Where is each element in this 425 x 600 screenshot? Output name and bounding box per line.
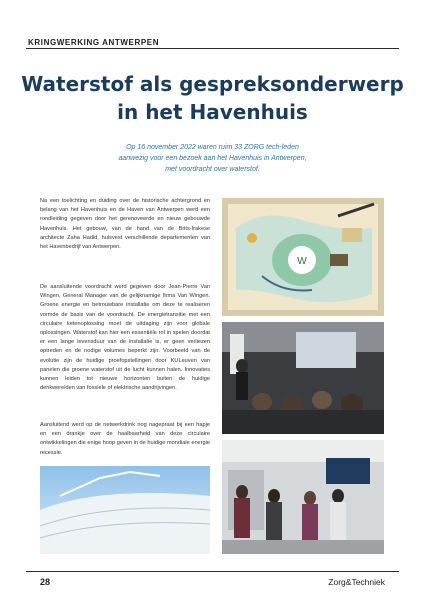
- presentation-graphic: [222, 322, 384, 434]
- title-line-1: Waterstof als gespreksonderwerp: [21, 72, 404, 96]
- page-number: 28: [40, 577, 51, 587]
- brand-ampersand: &: [345, 577, 352, 587]
- sketch-illustration-photo: [222, 198, 384, 316]
- body-paragraph-2: De aansluitende voordracht werd gegeven door Jean-Pierre Van Wingen, General Manager van de gelijknamige firma Van Wingen. Groene energie en betrouwbare installatie om deze te realiseren vormde de basis van de voordracht. De energietransitie met een circulaire ketenoplossing moet de uitdaging zijn voor globale oplossingen. Waterstof kan hier een essentiële rol in spelen doordat er een lange levensduur van de installatie is, er geen verliezen optreden en de nodige volumes beperkt zijn. Voorbeeld van de evolutie zijn de huidige proefopstellingen door KULeuven van panelen die groene waterstof uit de lucht kunnen halen. Innovaties kunnen leiden tot nieuwe horizonten buiten de huidige denkwerelden van fossiele of elektrische aandrijvingen.: [40, 284, 210, 392]
- brand-part-2: Techniek: [351, 577, 385, 587]
- article-title: [20, 70, 405, 126]
- body-paragraph-3: Aansluitend werd op de netwerkdrink nog nagepraat bij een hapje en een drankje over de haalbaarheid van deze circulaire ontwikkelingen die enige hoop geven in de huidige mondiale energie recessie.: [40, 422, 210, 456]
- networking-graphic: [222, 440, 384, 554]
- lead-line-1: Op 16 november 2022 waren ruim 33 ZORG tech-leden: [126, 144, 299, 151]
- building-graphic: [40, 466, 210, 554]
- sketch-illustration-graphic: [222, 198, 384, 316]
- lead-line-2: aanwezig voor een bezoek aan het Havenhuis in Antwerpen,: [118, 155, 307, 162]
- article-lead: [60, 142, 365, 175]
- lead-line-3: met voordracht over waterstof.: [165, 166, 260, 173]
- section-label: KRINGWERKING ANTWERPEN: [28, 38, 160, 47]
- networking-drink-photo: [222, 440, 384, 554]
- presentation-photo: [222, 322, 384, 434]
- brand-part-1: Zorg: [328, 577, 346, 587]
- title-line-2: in het Havenhuis: [117, 100, 308, 124]
- building-photo: [40, 466, 210, 554]
- svg-text:W: W: [297, 256, 307, 267]
- header-divider: [26, 48, 399, 49]
- body-paragraph-1: Na een toelichting en duiding over de historische achtergrond en belang van het Havenhuis en de Haven van Antwerpen werd een rondleiding gegeven door het gerenoveerde en nieuw gebouwde Havenhuis. Het gebouw, van de hand van de Brits-Irakese architecte Zaha Hadid, huisvest verschillende departementen van het Havenbedrijf van Antwerpen.: [40, 198, 210, 251]
- footer-divider: [26, 571, 399, 572]
- magazine-brand: [328, 577, 385, 587]
